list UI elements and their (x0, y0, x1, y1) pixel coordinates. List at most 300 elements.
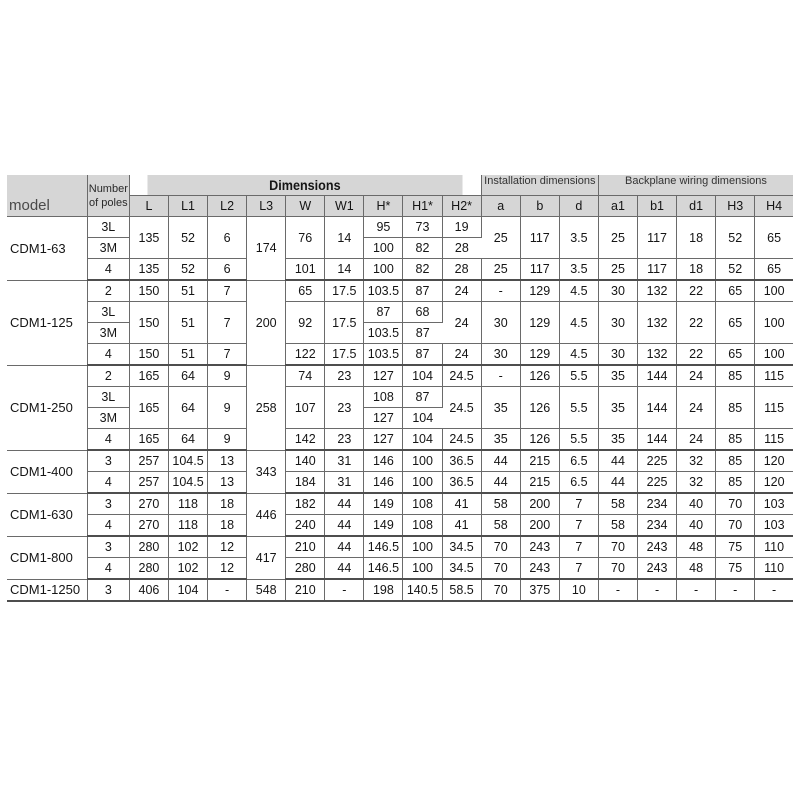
cell: 129 (520, 344, 559, 366)
cell: 4 (87, 429, 129, 451)
cell: 102 (168, 536, 207, 558)
model-name: CDM1-250 (7, 365, 87, 450)
cell: 4.5 (559, 344, 598, 366)
cell: 144 (638, 429, 677, 451)
cell: 102 (168, 558, 207, 580)
cell: 115 (755, 365, 793, 387)
table-row (7, 344, 793, 366)
cell: 64 (168, 429, 207, 451)
col-header-b: b (520, 196, 559, 217)
cell: 200 (520, 515, 559, 537)
cell: 200 (520, 493, 559, 515)
cell: 85 (716, 472, 755, 494)
cell: 85 (716, 387, 755, 429)
cell: 41 (442, 515, 481, 537)
cell: 118 (168, 493, 207, 515)
col-header-H1: H1* (403, 196, 442, 217)
cell: 24 (677, 365, 716, 387)
cell: 120 (755, 472, 793, 494)
cell: 257 (129, 450, 168, 472)
cell: 108 (403, 493, 442, 515)
cell: 210 (286, 579, 325, 601)
cell: 9 (208, 387, 247, 429)
cell: 103.5 (364, 323, 403, 344)
cell: 3M (87, 408, 129, 429)
cell: 17.5 (325, 344, 364, 366)
cell: 3 (87, 536, 129, 558)
cell: 82 (403, 259, 442, 281)
cell: 215 (520, 450, 559, 472)
cell: 4 (87, 472, 129, 494)
col-header-H4: H4 (755, 196, 793, 217)
cell: 18 (208, 515, 247, 537)
cell: 4 (87, 515, 129, 537)
col-header-L2: L2 (208, 196, 247, 217)
cell: 140.5 (403, 579, 442, 601)
cell: 14 (325, 259, 364, 281)
cell: 243 (520, 536, 559, 558)
dimensions-table (7, 175, 793, 602)
poles-header: Number of poles (87, 175, 129, 217)
cell: 165 (129, 387, 168, 429)
cell: 150 (129, 344, 168, 366)
cell: 104 (403, 408, 442, 429)
cell: 100 (403, 536, 442, 558)
cell: 446 (247, 493, 286, 536)
cell: 149 (364, 493, 403, 515)
cell: 210 (286, 536, 325, 558)
cell: 7 (208, 344, 247, 366)
cell: 280 (129, 536, 168, 558)
cell: 44 (481, 472, 520, 494)
cell: 51 (168, 302, 207, 344)
cell: 9 (208, 365, 247, 387)
cell: 258 (247, 365, 286, 450)
cell: 3.5 (559, 259, 598, 281)
cell: 70 (716, 515, 755, 537)
cell: 243 (638, 558, 677, 580)
cell: 104.5 (168, 450, 207, 472)
table-row (7, 493, 793, 515)
cell: 44 (481, 450, 520, 472)
cell: 234 (638, 493, 677, 515)
cell: 58 (598, 515, 637, 537)
cell: 3M (87, 238, 129, 259)
cell: 17.5 (325, 302, 364, 344)
cell: 30 (481, 344, 520, 366)
cell: 24 (677, 429, 716, 451)
cell: 44 (325, 536, 364, 558)
cell: 51 (168, 280, 207, 302)
cell: 24.5 (442, 365, 481, 387)
cell: 5.5 (559, 429, 598, 451)
cell: 100 (364, 259, 403, 281)
cell: 74 (286, 365, 325, 387)
cell: 75 (716, 558, 755, 580)
table-row (7, 429, 793, 451)
cell: 225 (638, 472, 677, 494)
cell: 165 (129, 365, 168, 387)
cell: 85 (716, 365, 755, 387)
cell: 4 (87, 259, 129, 281)
model-name: CDM1-1250 (7, 579, 87, 601)
cell: 5.5 (559, 387, 598, 429)
cell: 343 (247, 450, 286, 493)
cell: 70 (481, 558, 520, 580)
cell: 25 (481, 259, 520, 281)
cell: 22 (677, 344, 716, 366)
cell: 103.5 (364, 344, 403, 366)
cell: - (755, 579, 793, 601)
cell: 73 (403, 217, 442, 238)
cell: 117 (638, 217, 677, 259)
cell: 19 (442, 217, 481, 238)
cell: 44 (325, 558, 364, 580)
cell: 117 (520, 259, 559, 281)
cell: 174 (247, 217, 286, 281)
cell: 82 (403, 238, 442, 259)
table-row (7, 302, 793, 323)
cell: 115 (755, 387, 793, 429)
cell: 184 (286, 472, 325, 494)
cell: 70 (481, 536, 520, 558)
cell: 132 (638, 344, 677, 366)
col-header-W: W (286, 196, 325, 217)
cell: 7 (208, 280, 247, 302)
cell: 52 (716, 217, 755, 259)
cell: 10 (559, 579, 598, 601)
cell: 149 (364, 515, 403, 537)
cell: 70 (598, 558, 637, 580)
cell: 52 (168, 217, 207, 259)
installation-group-header: Installation dimensions (481, 175, 598, 196)
cell: 127 (364, 365, 403, 387)
cell: 87 (403, 344, 442, 366)
cell: 3 (87, 450, 129, 472)
cell: 52 (168, 259, 207, 281)
cell: 30 (598, 302, 637, 344)
cell: 70 (481, 579, 520, 601)
cell: 100 (403, 472, 442, 494)
cell: 146 (364, 450, 403, 472)
model-name: CDM1-63 (7, 217, 87, 281)
cell: 132 (638, 302, 677, 344)
table-row (7, 515, 793, 537)
cell: 270 (129, 515, 168, 537)
cell: 548 (247, 579, 286, 601)
col-header-H: H* (364, 196, 403, 217)
cell: 142 (286, 429, 325, 451)
cell: 40 (677, 515, 716, 537)
cell: 100 (755, 302, 793, 344)
col-header-a1: a1 (598, 196, 637, 217)
cell: 76 (286, 217, 325, 259)
cell: 28 (442, 259, 481, 281)
cell: 95 (364, 217, 403, 238)
cell: 22 (677, 280, 716, 302)
cell: 4 (87, 344, 129, 366)
cell: 280 (286, 558, 325, 580)
cell: 85 (716, 429, 755, 451)
cell: 18 (677, 259, 716, 281)
cell: 115 (755, 429, 793, 451)
cell: 36.5 (442, 450, 481, 472)
cell: 12 (208, 558, 247, 580)
cell: 12 (208, 536, 247, 558)
cell: 108 (403, 515, 442, 537)
cell: 32 (677, 472, 716, 494)
cell: - (677, 579, 716, 601)
cell: 3L (87, 217, 129, 238)
cell: 165 (129, 429, 168, 451)
cell: 31 (325, 450, 364, 472)
cell: 28 (442, 238, 481, 259)
cell: 13 (208, 450, 247, 472)
cell: 182 (286, 493, 325, 515)
cell: 104 (168, 579, 207, 601)
cell: 126 (520, 429, 559, 451)
cell: 132 (638, 280, 677, 302)
cell: 23 (325, 365, 364, 387)
cell: 44 (598, 450, 637, 472)
cell: 40 (677, 493, 716, 515)
cell: 30 (598, 280, 637, 302)
cell: 23 (325, 387, 364, 429)
cell: 35 (598, 387, 637, 429)
cell: 129 (520, 302, 559, 344)
col-header-W1: W1 (325, 196, 364, 217)
cell: 122 (286, 344, 325, 366)
cell: 36.5 (442, 472, 481, 494)
cell: 64 (168, 387, 207, 429)
cell: 24 (677, 387, 716, 429)
col-header-a: a (481, 196, 520, 217)
cell: 135 (129, 217, 168, 259)
cell: 225 (638, 450, 677, 472)
cell: 35 (481, 429, 520, 451)
model-name: CDM1-800 (7, 536, 87, 579)
cell: 70 (716, 493, 755, 515)
table-row (7, 558, 793, 580)
col-header-L3: L3 (247, 196, 286, 217)
cell: 417 (247, 536, 286, 579)
cell: 117 (638, 259, 677, 281)
cell: 25 (598, 217, 637, 259)
cell: 87 (403, 387, 442, 408)
cell: 65 (716, 344, 755, 366)
cell: 75 (716, 536, 755, 558)
cell: 7 (208, 302, 247, 344)
col-header-L1: L1 (168, 196, 207, 217)
cell: 24 (442, 302, 481, 344)
table-row (7, 365, 793, 387)
cell: 3 (87, 579, 129, 601)
col-header-b1: b1 (638, 196, 677, 217)
cell: 108 (364, 387, 403, 408)
cell: 23 (325, 429, 364, 451)
model-name: CDM1-630 (7, 493, 87, 536)
cell: 31 (325, 472, 364, 494)
table-row (7, 259, 793, 281)
cell: 70 (598, 536, 637, 558)
cell: 6 (208, 217, 247, 259)
cell: - (481, 280, 520, 302)
cell: 101 (286, 259, 325, 281)
cell: 44 (325, 493, 364, 515)
cell: 13 (208, 472, 247, 494)
cell: 25 (481, 217, 520, 259)
cell: 146 (364, 472, 403, 494)
cell: 100 (403, 450, 442, 472)
cell: 243 (638, 536, 677, 558)
cell: 4.5 (559, 302, 598, 344)
model-name: CDM1-125 (7, 280, 87, 365)
cell: 17.5 (325, 280, 364, 302)
cell: 150 (129, 302, 168, 344)
cell: 2 (87, 365, 129, 387)
cell: 85 (716, 450, 755, 472)
cell: 48 (677, 558, 716, 580)
col-header-d1: d1 (677, 196, 716, 217)
cell: 6.5 (559, 450, 598, 472)
cell: 22 (677, 302, 716, 344)
cell: 240 (286, 515, 325, 537)
cell: 270 (129, 493, 168, 515)
cell: 5.5 (559, 365, 598, 387)
cell: 65 (755, 217, 793, 259)
cell: 375 (520, 579, 559, 601)
cell: 6.5 (559, 472, 598, 494)
cell: 52 (716, 259, 755, 281)
cell: 6 (208, 259, 247, 281)
cell: 44 (598, 472, 637, 494)
cell: 14 (325, 217, 364, 259)
cell: 58 (481, 493, 520, 515)
cell: 7 (559, 515, 598, 537)
cell: 234 (638, 515, 677, 537)
cell: 24.5 (442, 429, 481, 451)
header-row-groups (7, 175, 793, 196)
cell: 44 (325, 515, 364, 537)
cell: 25 (598, 259, 637, 281)
table-row (7, 450, 793, 472)
cell: 7 (559, 536, 598, 558)
cell: 100 (364, 238, 403, 259)
cell: 104.5 (168, 472, 207, 494)
model-name: CDM1-400 (7, 450, 87, 493)
cell: 92 (286, 302, 325, 344)
cell: - (481, 365, 520, 387)
cell: 127 (364, 408, 403, 429)
table-row (7, 536, 793, 558)
cell: 104 (403, 365, 442, 387)
cell: 58 (481, 515, 520, 537)
cell: 65 (286, 280, 325, 302)
cell: 243 (520, 558, 559, 580)
cell: 58.5 (442, 579, 481, 601)
table-row (7, 217, 793, 238)
cell: 3M (87, 323, 129, 344)
cell: 3 (87, 493, 129, 515)
cell: 100 (755, 280, 793, 302)
dimensions-table-sheet (7, 175, 793, 602)
dimensions-group-header: Dimensions (147, 175, 464, 196)
cell: 65 (716, 302, 755, 344)
cell: 35 (598, 365, 637, 387)
table-row (7, 579, 793, 601)
cell: 2 (87, 280, 129, 302)
table-row (7, 472, 793, 494)
cell: - (208, 579, 247, 601)
cell: 32 (677, 450, 716, 472)
cell: 3.5 (559, 217, 598, 259)
cell: 150 (129, 280, 168, 302)
cell: 4.5 (559, 280, 598, 302)
cell: 144 (638, 365, 677, 387)
cell: 48 (677, 536, 716, 558)
cell: 135 (129, 259, 168, 281)
col-header-L: L (129, 196, 168, 217)
cell: 198 (364, 579, 403, 601)
cell: 280 (129, 558, 168, 580)
cell: 146.5 (364, 536, 403, 558)
cell: 110 (755, 536, 793, 558)
cell: 103 (755, 493, 793, 515)
cell: 406 (129, 579, 168, 601)
cell: 103.5 (364, 280, 403, 302)
cell: 30 (481, 302, 520, 344)
cell: 51 (168, 344, 207, 366)
cell: 30 (598, 344, 637, 366)
cell: - (638, 579, 677, 601)
cell: 107 (286, 387, 325, 429)
cell: 4 (87, 558, 129, 580)
cell: 65 (716, 280, 755, 302)
cell: 18 (677, 217, 716, 259)
cell: 144 (638, 387, 677, 429)
col-header-H3: H3 (716, 196, 755, 217)
cell: 110 (755, 558, 793, 580)
cell: 215 (520, 472, 559, 494)
cell: 24 (442, 344, 481, 366)
cell: 127 (364, 429, 403, 451)
cell: 100 (403, 558, 442, 580)
cell: 126 (520, 387, 559, 429)
cell: 7 (559, 493, 598, 515)
cell: 126 (520, 365, 559, 387)
cell: 34.5 (442, 558, 481, 580)
table-row (7, 280, 793, 302)
cell: - (325, 579, 364, 601)
cell: 200 (247, 280, 286, 365)
cell: 104 (403, 429, 442, 451)
cell: 146.5 (364, 558, 403, 580)
cell: 100 (755, 344, 793, 366)
cell: 7 (559, 558, 598, 580)
cell: 87 (364, 302, 403, 323)
cell: 34.5 (442, 536, 481, 558)
cell: 68 (403, 302, 442, 323)
cell: 35 (481, 387, 520, 429)
cell: 257 (129, 472, 168, 494)
cell: 41 (442, 493, 481, 515)
cell: 64 (168, 365, 207, 387)
model-header: model (7, 175, 87, 217)
cell: 103 (755, 515, 793, 537)
cell: 24 (442, 280, 481, 302)
cell: 117 (520, 217, 559, 259)
cell: 3L (87, 387, 129, 408)
